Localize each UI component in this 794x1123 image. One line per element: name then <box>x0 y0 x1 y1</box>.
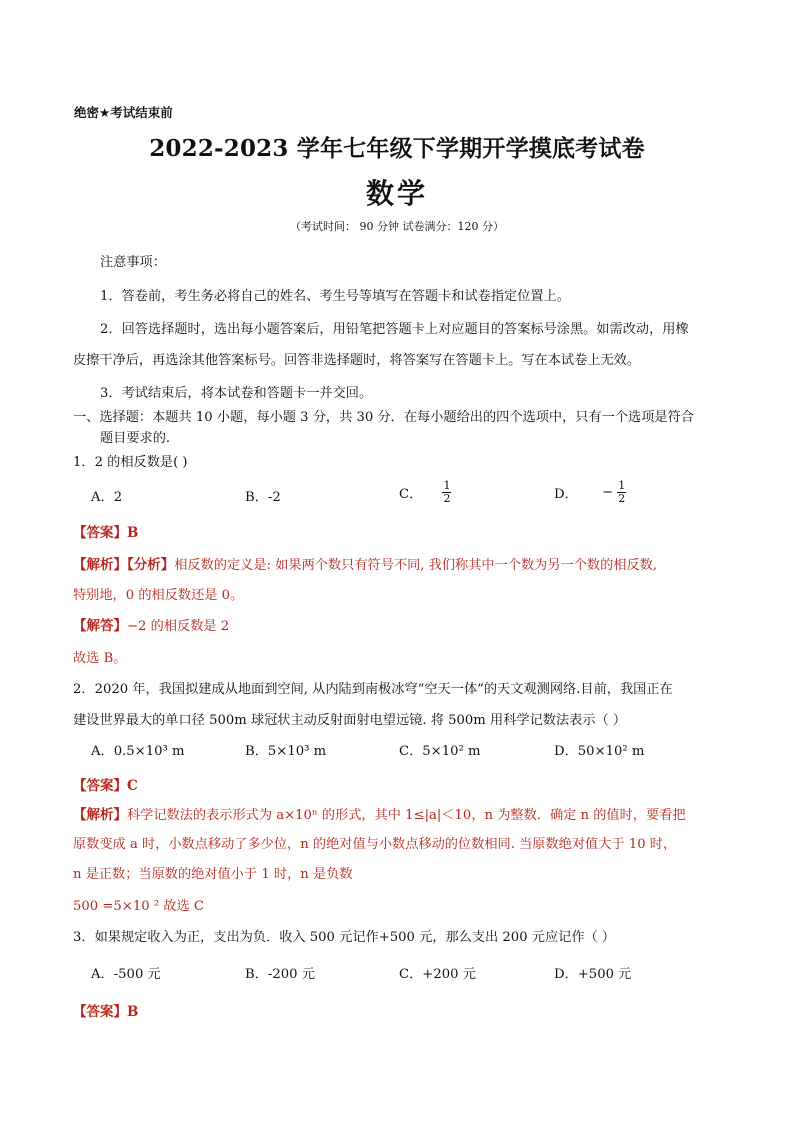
q1-solution <box>73 614 229 634</box>
q2-option-b: B．5×10³ m <box>245 744 327 759</box>
q2-analysis-line3: n 是正数；当原数的绝对值小于 1 时，n 是负数 <box>73 867 353 882</box>
section-heading-line2: 题目要求的. <box>100 431 171 446</box>
exam-title: 2022-2023 学年七年级下学期开学摸底考试卷 <box>149 135 645 162</box>
fraction-numerator: 1 <box>618 479 626 492</box>
solve-tag: 【解答】 <box>73 618 127 634</box>
q2-conclusion: 500 =5×10 ² 故选 C <box>73 899 204 914</box>
q2-option-a: A．0.5×10³ m <box>91 744 185 759</box>
notes-heading: 注意事项： <box>100 255 166 270</box>
q1-analysis-line2: 特别地，0 的相反数还是 0。 <box>73 588 244 603</box>
q1-option-c-fraction <box>442 480 451 505</box>
answer-tag: 【答案】 <box>73 1004 127 1020</box>
q2-option-d: D．50×10² m <box>554 744 645 759</box>
q2-stem-line2: 建设世界最大的单口径 500m 球冠状主动反射面射电望远镜. 将 500m 用科学记数法表示（ ） <box>73 713 627 728</box>
note-2b: 皮擦干净后，再选涂其他答案标号。回答非选择题时，将答案写在答题卡上。写在本试卷上无效。 <box>73 353 641 368</box>
analysis-tag: 【解析】【分析】 <box>73 557 175 573</box>
q3-option-c: C．+200 元 <box>399 967 476 982</box>
q1-conclusion: 故选 B。 <box>73 651 127 666</box>
analysis-text: 相反数的定义是: 如果两个数只有符号不同, 我们称其中一个数为另一个数的相反数, <box>174 558 658 573</box>
answer-tag: 【答案】 <box>73 778 127 794</box>
q1-option-c-label: C． <box>399 487 423 502</box>
q3-option-d: D．+500 元 <box>554 967 632 982</box>
fraction-denominator: 2 <box>443 492 451 505</box>
q1-option-c <box>399 480 451 505</box>
q3-stem: 3．如果规定收入为正，支出为负．收入 500 元记作+500 元，那么支出 200 元应记作（ ） <box>73 930 616 945</box>
q1-option-b: B．-2 <box>245 490 281 505</box>
minus-sign: − <box>601 485 614 500</box>
answer-tag: 【答案】 <box>73 525 127 541</box>
q3-option-b: B．-200 元 <box>245 967 315 982</box>
answer-value: C <box>127 778 138 794</box>
analysis-text: 科学记数法的表示形式为 a×10ⁿ 的形式，其中 1≤|a|＜10，n 为整数．确定 n 的值时，要看把 <box>127 808 686 823</box>
note-2a: 2．回答选择题时，选出每小题答案后，用铅笔把答题卡上对应题目的答案标号涂黑。如需改动，用橡 <box>100 322 689 337</box>
exam-subject: 数学 <box>365 177 428 210</box>
q1-option-d <box>554 480 626 505</box>
solve-text: −2 的相反数是 2 <box>127 619 230 634</box>
q1-analysis <box>73 553 657 573</box>
confidential-mark: 绝密★考试结束前 <box>74 105 173 120</box>
q1-option-d-fraction <box>617 480 626 505</box>
q3-answer <box>73 1000 138 1020</box>
exam-meta: （考试时间： 90 分钟 试卷满分：120 分） <box>290 220 504 233</box>
q2-option-c: C．5×10² m <box>399 744 481 759</box>
q1-stem: 1．2 的相反数是( ) <box>73 455 188 470</box>
q1-answer <box>73 521 138 541</box>
q3-option-a: A．-500 元 <box>91 967 161 982</box>
q1-option-a: A．2 <box>91 490 123 505</box>
note-3: 3．考试结束后，将本试卷和答题卡一并交回。 <box>100 386 373 401</box>
q2-analysis-line2: 原数变成 a 时，小数点移动了多少位，n 的绝对值与小数点移动的位数相同. 当原数绝对值大于 10 时， <box>73 837 677 852</box>
q2-stem-line1: 2．2020 年，我国拟建成从地面到空间, 从内陆到南极冰穹“空天一体”的天文观测网络.目前，我国正在 <box>73 682 673 697</box>
analysis-tag: 【解析】 <box>73 807 127 823</box>
q1-option-d-label: D． <box>554 487 578 502</box>
answer-value: B <box>127 1004 139 1020</box>
fraction-numerator: 1 <box>443 479 451 492</box>
q2-answer <box>73 774 138 794</box>
section-heading-line1: 一、选择题：本题共 10 小题，每小题 3 分，共 30 分．在每小题给出的四个选项中，只有一个选项是符合 <box>73 410 694 425</box>
fraction-denominator: 2 <box>618 492 626 505</box>
note-1: 1．答卷前，考生务必将自己的姓名、考生号等填写在答题卡和试卷指定位置上。 <box>100 289 570 304</box>
answer-value: B <box>127 525 139 541</box>
q2-analysis <box>73 803 686 823</box>
